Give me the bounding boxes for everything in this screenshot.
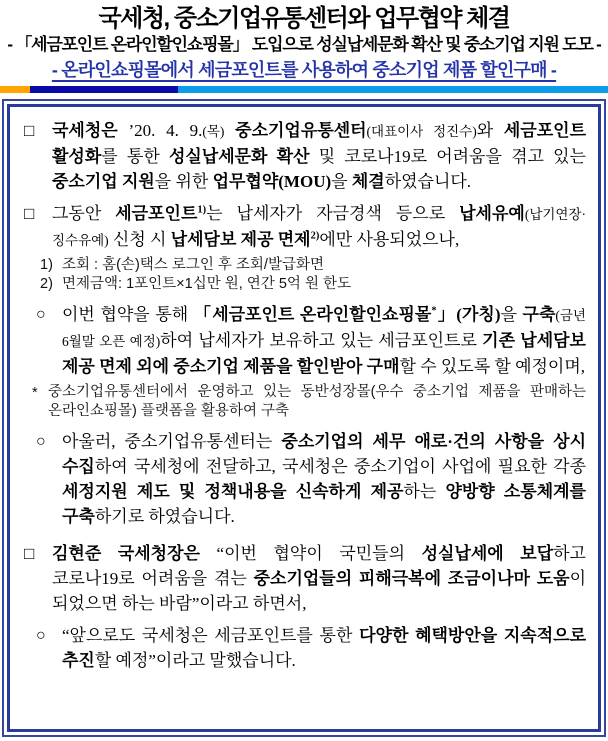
paragraph-text: 국세청은 ’20. 4. 9.(목) 중소기업유통센터(대표이사 정진수)와 세금포인트 활성화를 통한 성실납세문화 확산 및 코로나19로 어려움을 겪고 있는 중소기업 지원을 위한 업무협약(MOU)을 체결하였습니다. xyxy=(52,121,586,191)
bullet-square-icon: □ xyxy=(24,544,35,563)
subtitle-line-1: - 「세금포인트 온라인할인쇼핑몰」 도입으로 성실납세문화 확산 및 중소기업 지원 도모 - xyxy=(7,35,601,54)
footnote-1 xyxy=(40,256,586,275)
para-communication-channel xyxy=(36,429,586,529)
paragraph-text: 이번 협약을 통해 「세금포인트 온라인할인쇼핑몰*」(가칭)을 구축(금년 6월말 오픈 예정)하여 납세자가 보유하고 있는 세금포인트로 기존 납세담보 제공 면제 외에 중소기업 제품을 할인받아 구매할 수 있도록 할 예정이며, xyxy=(62,305,586,376)
para-commissioner-quote xyxy=(22,541,586,616)
footnote-text: 중소기업유통센터에서 운영하고 있는 동반성장몰(우수 중소기업 제품을 판매하는 온라인쇼핑몰) 플랫폼을 활용하여 구축 xyxy=(48,384,586,419)
footnote-1-marker: 1) xyxy=(40,257,53,273)
divider-bar-navy-segment xyxy=(30,86,178,93)
content-frame-inner xyxy=(7,104,601,732)
paragraph-text: “앞으로도 국세청은 세금포인트를 통한 다양한 혜택방안을 지속적으로 추진할 예정”이라고 말했습니다. xyxy=(62,626,586,670)
footnote-text: 조회 : 홈(손)택스 로그인 후 조회/발급화면 xyxy=(62,257,324,273)
document-header xyxy=(0,0,608,81)
bullet-square-icon: □ xyxy=(24,121,35,140)
footnote-2-marker: 2) xyxy=(40,276,53,292)
para-shopping-mall xyxy=(36,302,586,379)
para-mou-signing xyxy=(22,118,586,194)
asterisk-icon: * xyxy=(32,385,38,401)
para-taxpoint-history xyxy=(22,201,586,253)
footnote-asterisk xyxy=(30,383,586,421)
divider-bar-orange-segment xyxy=(0,86,30,93)
paragraph-text: 김현준 국세청장은 “이번 협약이 국민들의 성실납세에 보답하고 코로나19로 어려움을 겪는 중소기업들의 피해극복에 조금이나마 도움이 되었으면 하는 바람”이라고 하면서, xyxy=(52,544,586,613)
content-frame-outer xyxy=(2,99,606,737)
divider-bar-blue-segment xyxy=(178,86,608,93)
subtitle-line-2: - 온라인쇼핑몰에서 세금포인트를 사용하여 중소기업 제품 할인구매 - xyxy=(51,60,557,80)
divider-bar xyxy=(0,86,608,93)
bullet-circle-icon: ○ xyxy=(36,306,46,323)
paragraph-text: 아울러, 중소기업유통센터는 중소기업의 세무 애로·건의 사항을 상시 수집하여 국세청에 전달하고, 국세청은 중소기업이 사업에 필요한 각종 세정지원 제도 및 정책내용을 신속하게 제공하는 양방향 소통체계를 구축하기로 하였습니다. xyxy=(62,432,586,526)
para-future-plan xyxy=(36,623,586,673)
footnote-2 xyxy=(40,275,586,294)
bullet-circle-icon: ○ xyxy=(36,433,46,450)
bullet-square-icon: □ xyxy=(24,204,35,223)
page-title: 국세청, 중소기업유통센터와 업무협약 체결 xyxy=(98,5,510,32)
footnote-text: 면제금액: 1포인트×1십만 원, 연간 5억 원 한도 xyxy=(62,276,351,292)
bullet-circle-icon: ○ xyxy=(36,627,46,644)
paragraph-text: 그동안 세금포인트$^{1)}$는 납세자가 자금경색 등으로 납세유예(납기연장·징수유예) 신청 시 납세담보 제공 면제$^{2)}$에만 사용되었으나, xyxy=(52,204,586,249)
